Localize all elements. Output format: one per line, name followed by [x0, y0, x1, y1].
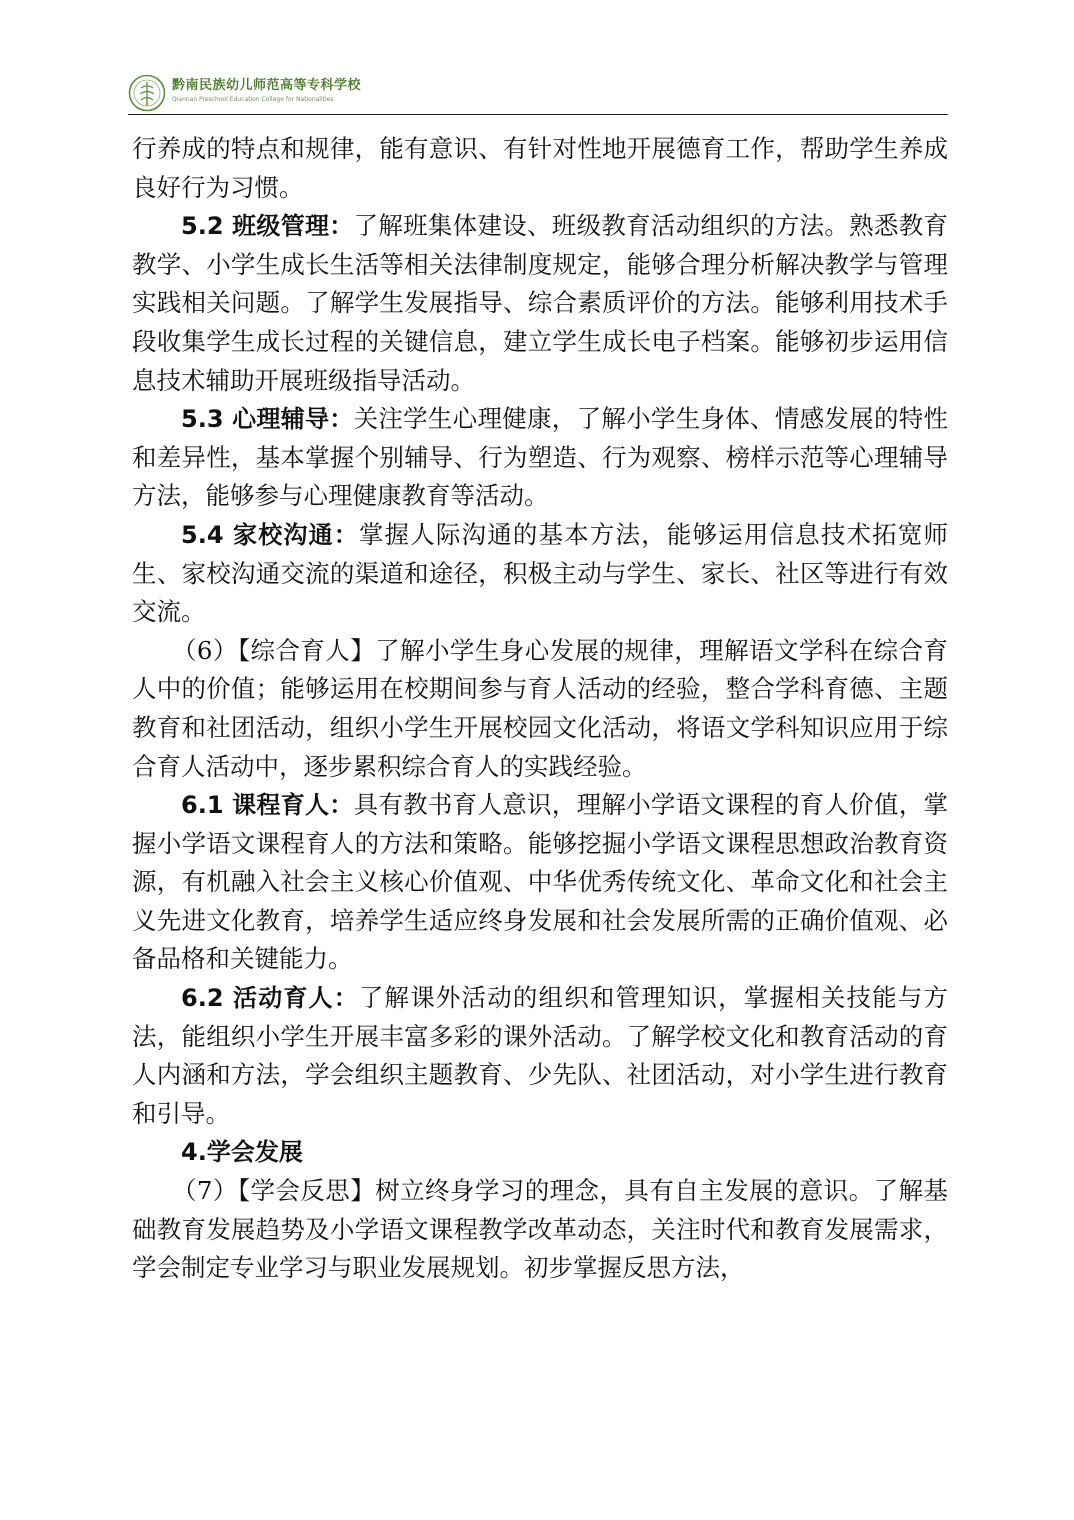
paragraph-5-2: 5.2 班级管理：了解班集体建设、班级教育活动组织的方法。熟悉教育教学、小学生成长生活等相关法律制度规定，能够合理分析解决教学与管理实践相关问题。了解学生发展指导、综合素质评价的方法。能够利用技术手段收集学生成长过程的关键信息，建立学生成长电子档案。能够初步运用信息技术辅助开展班级指导活动。	[132, 211, 949, 395]
paragraph-5-4: 5.4 家校沟通：掌握人际沟通的基本方法，能够运用信息技术拓宽师生、家校沟通交流的渠道和途径，积极主动与学生、家长、社区等进行有效交流。	[132, 519, 949, 627]
paragraph-6: （6）【综合育人】了解小学生身心发展的规律，理解语文学科在综合育人中的价值；能够运用在校期间参与育人活动的经验，整合学科育德、主题教育和社团活动，组织小学生开展校园文化活动，将语文学科知识应用于综合育人活动中，逐步累积综合育人的实践经验。	[132, 635, 948, 781]
page-header	[128, 72, 948, 116]
section-heading-6-2: 6.2 活动育人：	[181, 984, 359, 1013]
document-body	[132, 130, 948, 1288]
section-heading-5-3: 5.3 心理辅导：	[181, 405, 354, 434]
paragraph-7: （7）【学会反思】树立终身学习的理念，具有自主发展的意识。了解基础教育发展趋势及小学语文课程教学改革动态，关注时代和教育发展需求，学会制定专业学习与职业发展规划。初步掌握反思方法，	[132, 1176, 948, 1283]
section-heading-4: 4.学会发展	[181, 1138, 303, 1167]
paragraph-5-3: 5.3 心理辅导：关注学生心理健康，了解小学生身体、情感发展的特性和差异性，基本掌握个别辅导、行为塑造、行为观察、榜样示范等心理辅导方法，能够参与心理健康教育等活动。	[132, 404, 949, 511]
section-heading-5-4: 5.4 家校沟通：	[181, 520, 359, 549]
school-name-en: Qiannan Preschool Education College for Nationalities	[172, 96, 334, 103]
section-heading-6-1: 6.1 课程育人：	[181, 791, 354, 820]
paragraph-6-2: 6.2 活动育人：了解课外活动的组织和管理知识，掌握相关技能与方法，能组织小学生开展丰富多彩的课外活动。了解学校文化和教育活动的育人内涵和方法，学会组织主题教育、少先队、社团活动，对小学生进行教育和引导。	[132, 983, 949, 1128]
school-seal-icon	[128, 74, 166, 112]
paragraph-6-1: 6.1 课程育人：具有教书育人意识，理解小学语文课程的育人价值，掌握小学语文课程育人的方法和策略。能够挖掘小学语文课程思想政治教育资源，有机融入社会主义核心价值观、中华优秀传统文化、革命文化和社会主义先进文化教育，培养学生适应终身发展和社会发展所需的正确价值观、必备品格和关键能力。	[132, 790, 949, 974]
school-name-cn: 黔南民族幼儿师范高等专科学校	[172, 78, 362, 93]
section-heading-5-2: 5.2 班级管理：	[181, 212, 354, 241]
header-divider	[128, 114, 948, 115]
paragraph-continuation: 行养成的特点和规律，能有意识、有针对性地开展德育工作，帮助学生养成良好行为习惯。	[132, 134, 948, 202]
